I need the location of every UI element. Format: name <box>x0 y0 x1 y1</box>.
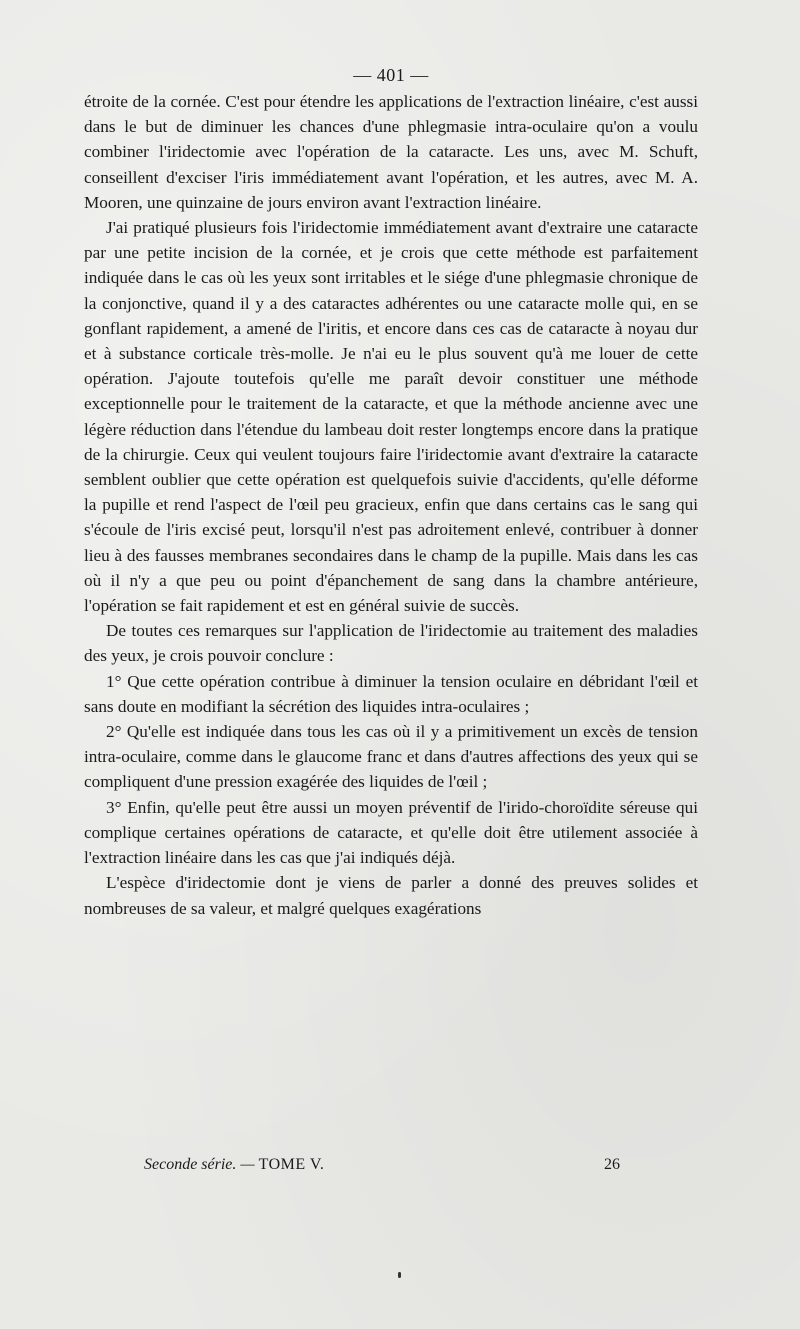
body-text <box>84 89 698 921</box>
conclusion-item-3: 3° Enfin, qu'elle peut être aussi un moyen préventif de l'irido-choroïdite séreuse qui complique certaines opérations de cataracte, et qu'elle doit être utilement associée à l'extraction linéaire dans les cas que j'ai indiqués déjà. <box>84 797 698 868</box>
conclusion-item-1: 1° Que cette opération contribue à diminuer la tension oculaire en débridant l'œil et sans doute en modifiant la sécrétion des liquides intra-oculaires ; <box>84 671 698 716</box>
ink-speck <box>398 1272 401 1278</box>
conclusion-item-2: 2° Qu'elle est indiquée dans tous les cas où il y a primitivement un excès de tension intra-oculaire, comme dans le glaucome franc et dans d'autres affections des yeux qui se compliquent d'une pression exagérée des liquides de l'œil ; <box>84 722 698 792</box>
book-page <box>84 62 698 921</box>
signature-line <box>84 1152 698 1178</box>
paragraph-last: L'espèce d'iridectomie dont je viens de parler a donné des preuves solides et nombreuses de sa valeur, et malgré quelques exagérations <box>84 873 698 918</box>
tome-label: TOME V. <box>258 1156 325 1173</box>
series-signature <box>144 1152 324 1178</box>
paragraph-2: J'ai pratiqué plusieurs fois l'iridectomie immédiatement avant d'extraire une cataracte par une petite incision de la cornée, et je crois que cette méthode est parfaitement indiquée dans le cas où les yeux sont irritables et le siége d'une phlegmasie chronique de la conjonctive, quand il y a des cataractes adhérentes ou une cataracte molle qui, en se gonflant rapidement, a amené de l'iritis, et encore dans ces cas de cataracte à noyau dur et à substance corticale très-molle. Je n'ai eu le plus souvent qu'à me louer de cette opération. J'ajoute toutefois qu'elle me paraît devoir constituer une méthode exceptionnelle pour le traitement de la cataracte, et que la méthode ancienne avec une légère réduction dans l'étendue du lambeau doit rester longtemps encore dans la pratique de la chirurgie. Ceux qui veulent toujours faire l'iridectomie avant d'extraire la cataracte semblent oublier que cette opération est quelquefois suivie d'accidents, qu'elle déforme la pupille et rend l'aspect de l'œil peu gracieux, enfin que dans certains cas le sang qui s'écoule de l'iris excisé peut, lorsqu'il n'est pas adroitement enlevé, contribuer à donner lieu à des fausses membranes secondaires dans le champ de la pupille. Mais dans les cas où il n'y a que peu ou point d'épanchement de sang dans la chambre antérieure, l'opération se fait rapidement et est en général suivie de succès. <box>84 218 698 616</box>
page-number: — 401 — <box>353 65 429 85</box>
series-label: Seconde série. — <box>144 1156 255 1173</box>
paragraph-1: étroite de la cornée. C'est pour étendre les applications de l'extraction linéaire, c'est aussi dans le but de diminuer les chances d'une phlegmasie intra-oculaire qu'on a voulu combiner l'iridectomie avec l'opération de la cataracte. Les uns, avec M. Schuft, conseillent d'exciser l'iris immédiatement avant l'opération, et les autres, avec M. A. Mooren, une quinzaine de jours environ avant l'extraction linéaire. <box>84 92 698 212</box>
paragraph-3: De toutes ces remarques sur l'application de l'iridectomie au traitement des maladies des yeux, je crois pouvoir conclure : <box>84 621 698 666</box>
sheet-number: 26 <box>604 1156 620 1173</box>
